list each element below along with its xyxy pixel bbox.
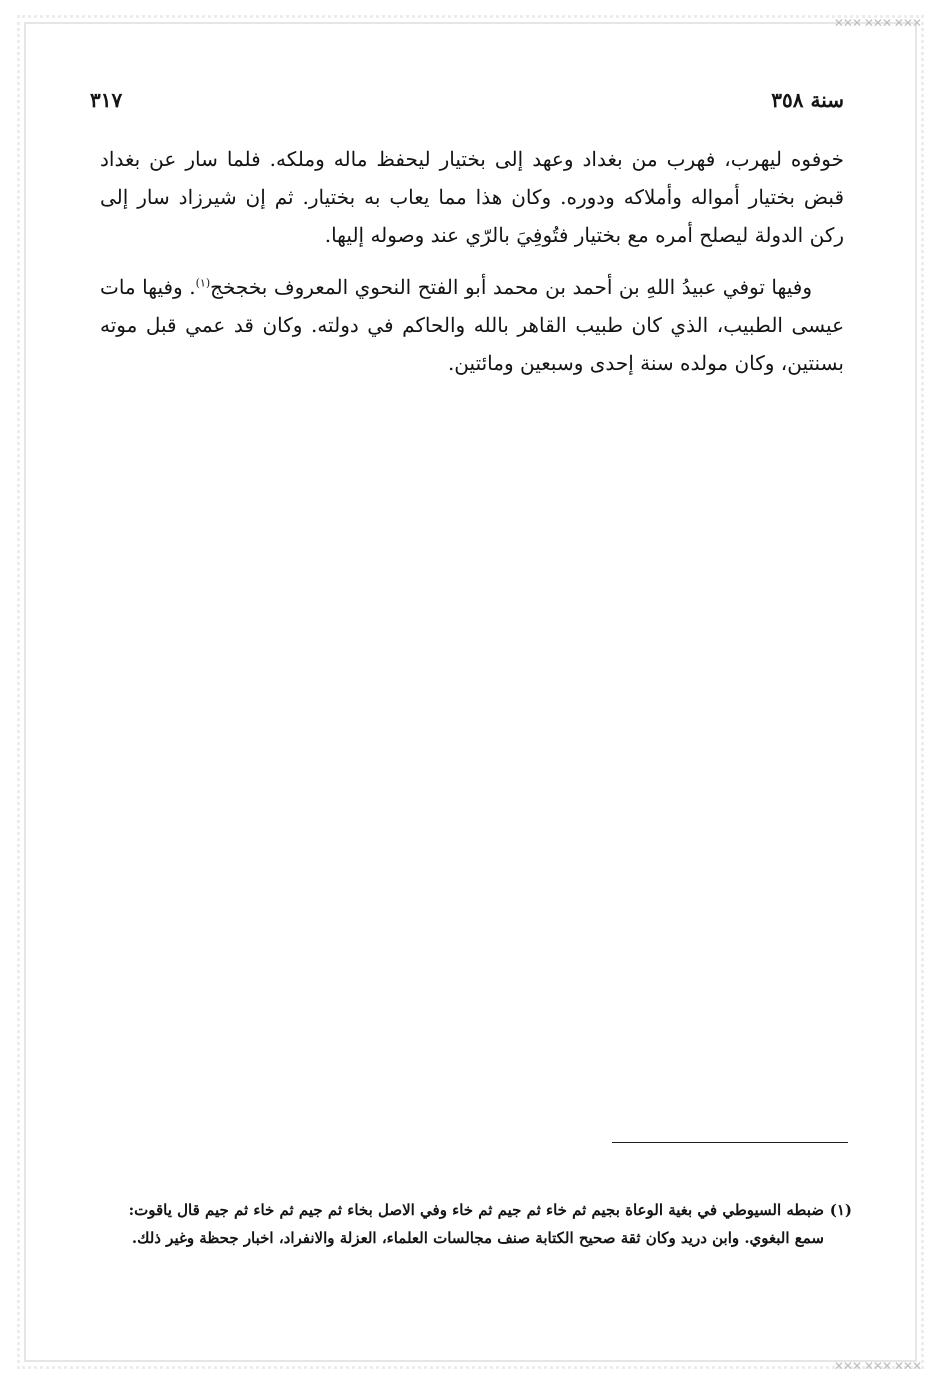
footnotes [100, 1196, 852, 1252]
corner-ornament-icon: ✕✕✕ ✕✕✕ ✕✕✕ [833, 16, 921, 30]
footnote-separator [612, 1142, 848, 1143]
footnote-marker[interactable]: (١) [195, 276, 211, 290]
running-head [90, 88, 844, 118]
footnote-item [100, 1196, 852, 1252]
corner-ornament-icon: ✕✕✕ ✕✕✕ ✕✕✕ [833, 1359, 921, 1373]
page-number: ٣١٧ [90, 88, 123, 112]
paragraph: خوفوه ليهرب، فهرب من بغداد وعهد إلى بختيار ليحفظ ماله وملكه. فلما سار عن بغداد قبض بختيار أمواله وأملاكه ودوره. وكان هذا مما يعاب به بختيار. ثم إن شيرزاد سار إلى ركن الدولة ليصلح أمره مع بختيار فتُوفِيَ بالرّي عند وصوله إليها. [100, 147, 844, 247]
year-heading: سنة ٣٥٨ [771, 88, 844, 112]
footnote-text: ضبطه السيوطي في بغية الوعاة بجيم ثم خاء ثم جيم ثم خاء وفي الاصل بخاء ثم جيم ثم خاء ثم جيم قال ياقوت: سمع البغوي. وابن دريد وكان ثقة صحيح الكتابة صنف مجالسات العلماء، العزلة والانفراد، اخبار جحظة وغير ذلك. [128, 1201, 824, 1247]
footnote-number: (١) [829, 1201, 852, 1219]
main-text [100, 140, 844, 382]
paragraph [100, 268, 844, 382]
paragraph-text: وفيها توفي عبيدُ اللهِ بن أحمد بن محمد أبو الفتح النحوي المعروف بخجخج [210, 275, 812, 299]
paragraph-text: . وفيها مات عيسى الطبيب، الذي كان طبيب القاهر بالله والحاكم في دولته. وكان قد عمي قبل موته بسنتين، وكان مولده سنة إحدى وسبعين ومائتين. [100, 275, 844, 375]
